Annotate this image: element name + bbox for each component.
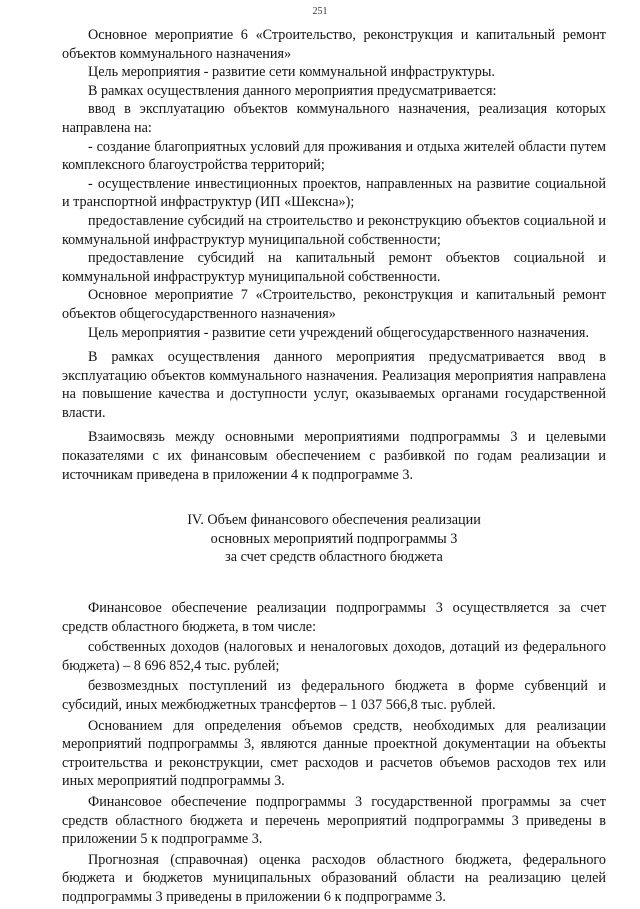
paragraph: предоставление субсидий на строительство и реконструкцию объектов социальной и коммунальной инфраструктур муниципальной собственности; xyxy=(62,212,606,248)
paragraph: Прогнозная (справочная) оценка расходов областного бюджета, федерального бюджета и бюджетов муниципальных образований области на реализацию целей подпрограммы 3 приведены в приложении 6 к подпрограмме 3. xyxy=(62,851,606,905)
paragraph: Основное мероприятие 6 «Строительство, реконструкция и капитальный ремонт объектов коммунального назначения» xyxy=(62,27,606,62)
paragraph: Цель мероприятия - развитие сети коммунальной инфраструктуры. xyxy=(88,64,495,81)
financing-section xyxy=(62,599,606,907)
paragraph: - создание благоприятных условий для проживания и отдыха жителей области путем комплексного благоустройства территорий; xyxy=(62,138,606,174)
measures-section xyxy=(62,26,606,484)
heading-line: IV. Объем финансового обеспечения реализации xyxy=(187,512,481,529)
paragraph: Основное мероприятие 7 «Строительство, реконструкция и капитальный ремонт объектов общегосударственного назначения» xyxy=(62,287,606,322)
page-number: 251 xyxy=(312,6,328,17)
paragraph: В рамках осуществления данного мероприятия предусматривается ввод в эксплуатацию объектов коммунального назначения. Реализация мероприятия направлена на повышение качества и доступности услуг, оказываемых органами государственной власти. xyxy=(62,349,606,421)
paragraph: Финансовое обеспечение подпрограммы 3 государственной программы за счет средств областного бюджета и перечень мероприятий подпрограммы 3 приведены в приложении 5 к подпрограмме 3. xyxy=(62,793,606,848)
paragraph: В рамках осуществления данного мероприятия предусматривается: xyxy=(88,82,497,99)
paragraph: Цель мероприятия - развитие сети учреждений общегосударственного назначения. xyxy=(88,324,590,341)
paragraph: Взаимосвязь между основными мероприятиями подпрограммы 3 и целевыми показателями с их финансовым обеспечением с разбивкой по годам реализации и источникам приведена в приложении 4 к подпрограмме 3. xyxy=(62,429,606,483)
paragraph: ввод в эксплуатацию объектов коммунального назначения, реализация которых направлена на: xyxy=(62,101,606,136)
section-heading xyxy=(62,511,606,567)
paragraph: - осуществление инвестиционных проектов, направленных на развитие социальной и транспортной инфраструктур (ИП «Шексна»); xyxy=(62,175,606,211)
document-body xyxy=(62,26,606,909)
paragraph: предоставление субсидий на капитальный ремонт объектов социальной и коммунальной инфраструктур муниципальной собственности. xyxy=(62,250,606,285)
paragraph: собственных доходов (налоговых и неналоговых доходов, дотаций из федерального бюджета) – 8 696 852,4 тыс. рублей; xyxy=(62,639,606,674)
paragraph: Основанием для определения объемов средств, необходимых для реализации мероприятий подпрограммы 3, являются данные проектной документации на объекты строительства и реконструкции, смет расходов и расчетов объемов расходов тех или иных мероприятий подпрограммы 3. xyxy=(62,717,606,790)
heading-line: за счет средств областного бюджета xyxy=(225,549,443,566)
paragraph: безвозмездных поступлений из федерального бюджета в форме субвенций и субсидий, иных межбюджетных трансфертов – 1 037 566,8 тыс. рублей. xyxy=(62,678,606,713)
heading-line: основных мероприятий подпрограммы 3 xyxy=(210,530,458,547)
paragraph: Финансовое обеспечение реализации подпрограммы 3 осуществляется за счет средств областного бюджета, в том числе: xyxy=(62,600,606,635)
